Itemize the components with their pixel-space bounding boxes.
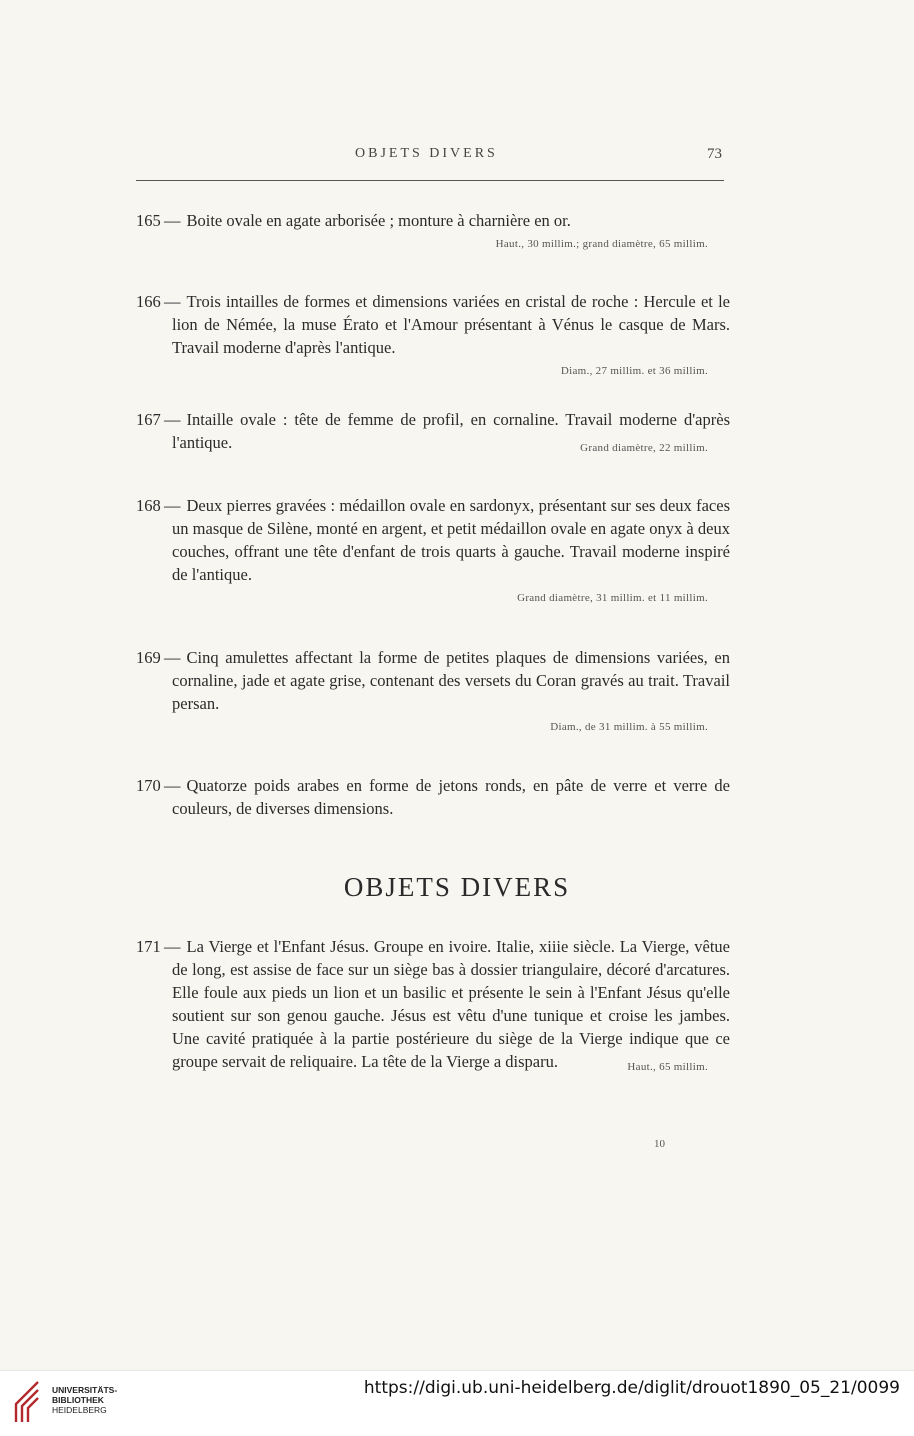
catalog-entry-168 xyxy=(136,494,730,604)
entry-description: Deux pierres gravées : médaillon ovale en sardonyx, présentant sur ses deux faces un masque de Silène, monté en argent, et petit médaillon ovale en agate onyx à deux couches, offrant une tête d'enfant de trois quarts à gauche. Travail moderne inspiré de l'antique. xyxy=(172,496,730,584)
section-title: OBJETS DIVERS xyxy=(343,872,571,902)
running-head xyxy=(0,146,914,170)
entry-description: Trois intailles de formes et dimensions variées en cristal de roche : Hercule et le lion de Némée, la muse Érato et l'Amour présentant à Vénus le casque de Mars. Travail moderne d'après l'antique. xyxy=(172,292,730,357)
entry-number: 170 xyxy=(136,776,161,795)
entry-number: 168 xyxy=(136,496,161,515)
entry-description: Quatorze poids arabes en forme de jetons ronds, en pâte de verre et verre de couleurs, de diverses dimensions. xyxy=(172,776,730,818)
header-rule xyxy=(136,180,724,181)
source-url-link[interactable]: https://digi.ub.uni-heidelberg.de/diglit/drouot1890_05_21/0099 xyxy=(363,1378,900,1398)
library-name-line: HEIDELBERG xyxy=(52,1405,107,1415)
entry-text xyxy=(136,935,730,1073)
entry-description: Cinq amulettes affectant la forme de petites plaques de dimensions variées, en cornaline, jade et agate grise, contenant des versets du Coran gravés au trait. Travail persan. xyxy=(172,648,730,713)
entry-measurements: Grand diamètre, 31 millim. et 11 millim. xyxy=(517,592,708,604)
library-name-line: BIBLIOTHEK xyxy=(52,1395,104,1405)
catalog-entry-170 xyxy=(136,774,730,820)
library-name xyxy=(52,1385,117,1415)
signature-mark: 10 xyxy=(654,1138,665,1150)
entry-dash: — xyxy=(164,496,181,515)
entry-measurements: Diam., 27 millim. et 36 millim. xyxy=(560,365,708,377)
entry-dash: — xyxy=(164,937,181,956)
entry-text xyxy=(136,774,730,820)
catalog-entry-165 xyxy=(136,209,730,250)
catalog-entry-171 xyxy=(136,935,730,1073)
library-name-line: UNIVERSITÄTS- xyxy=(52,1385,118,1395)
entry-dash: — xyxy=(164,648,181,667)
entry-description: Boite ovale en agate arborisée ; monture à charnière en or. xyxy=(186,211,571,230)
entry-description: Intaille ovale : tête de femme de profil, en cornaline. Travail moderne d'après l'antique. xyxy=(172,410,730,452)
library-logo-icon xyxy=(8,1380,44,1424)
entry-number: 166 xyxy=(136,292,161,311)
entry-measurements: Grand diamètre, 22 millim. xyxy=(580,442,708,454)
catalog-entry-166 xyxy=(136,290,730,377)
entry-description: La Vierge et l'Enfant Jésus. Groupe en ivoire. Italie, xiiie siècle. La Vierge, vêtue de long, est assise de face sur un siège bas à dossier triangulaire, décoré d'arcatures. Elle foule aux pieds un lion et un basilic et présente le sein à l'Enfant Jésus qu'elle soutient sur son genou gauche. Jésus est vêtu d'une tunique et croise les jambes. Une cavité pratiquée à la partie postérieure du siège de la Vierge indique que ce groupe servait de reliquaire. La tête de la Vierge a disparu. xyxy=(172,937,730,1071)
entry-measurements: Diam., de 31 millim. à 55 millim. xyxy=(550,721,708,733)
entry-measurements: Haut., 30 millim.; grand diamètre, 65 millim. xyxy=(495,238,708,250)
entry-dash: — xyxy=(164,211,181,230)
page-number: 73 xyxy=(707,146,722,162)
entry-number: 171 xyxy=(136,937,161,956)
entry-measurements: Haut., 65 millim. xyxy=(627,1061,708,1073)
entry-text xyxy=(136,290,730,359)
entry-text xyxy=(136,646,730,715)
entry-text xyxy=(136,494,730,586)
entry-number: 167 xyxy=(136,410,161,429)
running-title: OBJETS DIVERS xyxy=(355,146,498,161)
entry-dash: — xyxy=(164,776,181,795)
catalog-entry-167 xyxy=(136,408,730,454)
entry-dash: — xyxy=(164,292,181,311)
entry-text xyxy=(136,209,730,232)
entry-dash: — xyxy=(164,410,181,429)
entry-number: 169 xyxy=(136,648,161,667)
catalog-entry-169 xyxy=(136,646,730,733)
entry-number: 165 xyxy=(136,211,161,230)
